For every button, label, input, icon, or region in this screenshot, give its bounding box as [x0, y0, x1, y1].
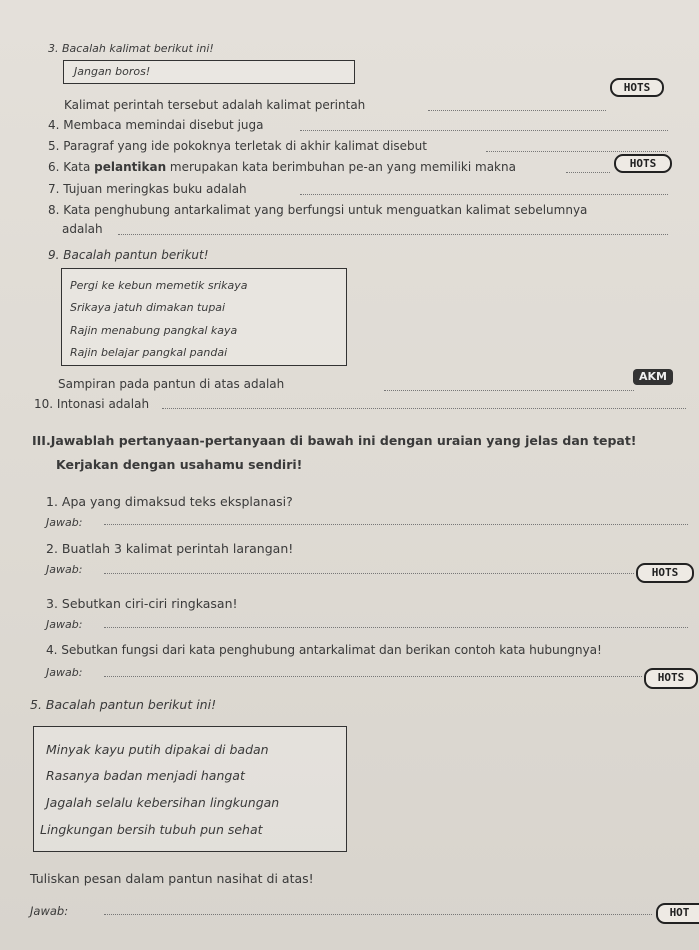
answer-line-s3-q2[interactable]: [104, 573, 634, 574]
s3-q4-jawab: Jawab:: [46, 666, 83, 679]
pantun1-line-4: Rajin belajar pangkal pandai: [70, 346, 228, 359]
q4-text: 4. Membaca memindai disebut juga: [48, 118, 264, 132]
q3-text: 3. Bacalah kalimat berikut ini!: [48, 42, 214, 55]
answer-line-q4[interactable]: [300, 130, 668, 131]
answer-line-q5[interactable]: [486, 151, 668, 152]
s3-q1-text: 1. Apa yang dimaksud teks eksplanasi?: [46, 494, 293, 509]
section3-title: III.Jawablah pertanyaan-pertanyaan di bawah ini dengan uraian yang jelas dan tepat!: [32, 433, 637, 448]
q6-part-a: 6. Kata: [48, 160, 95, 174]
s3-q3-text: 3. Sebutkan ciri-ciri ringkasan!: [46, 596, 238, 611]
s3-q1-jawab: Jawab:: [46, 516, 83, 529]
s3-q5-jawab: Jawab:: [30, 904, 69, 918]
answer-line-s3-q4[interactable]: [104, 676, 642, 677]
s3-q4-text: 4. Sebutkan fungsi dari kata penghubung antarkalimat dan berikan contoh kata hubungnya!: [46, 643, 602, 657]
hots-badge-5: HOT: [656, 903, 699, 924]
s3-q5-text: 5. Bacalah pantun berikut ini!: [30, 697, 217, 712]
answer-line-q10[interactable]: [162, 408, 686, 409]
pantun1-line-2: Srikaya jatuh dimakan tupai: [70, 301, 226, 314]
pantun2-box: [33, 726, 347, 852]
q3-box: [63, 60, 355, 84]
hots-badge-2: HOTS: [614, 154, 672, 173]
pantun2-line-4: Lingkungan bersih tubuh pun sehat: [40, 822, 263, 837]
answer-line-q8[interactable]: [118, 234, 668, 235]
s3-q2-text: 2. Buatlah 3 kalimat perintah larangan!: [46, 541, 294, 556]
hots-badge-3: HOTS: [636, 563, 694, 583]
answer-line-s3-q1[interactable]: [104, 524, 688, 525]
q5-text: 5. Paragraf yang ide pokoknya terletak di akhir kalimat disebut: [48, 139, 427, 153]
answer-line-s3-q5[interactable]: [104, 914, 652, 915]
q6-text: [48, 160, 516, 174]
q8-line1: 8. Kata penghubung antarkalimat yang berfungsi untuk menguatkan kalimat sebelumnya: [48, 203, 588, 217]
q9-text: 9. Bacalah pantun berikut!: [48, 248, 209, 262]
s3-q2-jawab: Jawab:: [46, 563, 83, 576]
q7-text: 7. Tujuan meringkas buku adalah: [48, 182, 247, 196]
answer-line-q9[interactable]: [384, 390, 634, 391]
pantun1-box: [61, 268, 347, 366]
q6-bold-word: pelantikan: [94, 160, 167, 174]
pantun1-line-1: Pergi ke kebun memetik srikaya: [70, 279, 248, 292]
section3-subtitle: Kerjakan dengan usahamu sendiri!: [56, 457, 303, 472]
q9-prompt: Sampiran pada pantun di atas adalah: [58, 377, 285, 391]
akm-badge: AKM: [633, 369, 673, 385]
q3-box-text: Jangan boros!: [74, 65, 151, 78]
answer-line-q6[interactable]: [566, 172, 610, 173]
pantun1-line-3: Rajin menabung pangkal kaya: [70, 324, 238, 337]
s3-q3-jawab: Jawab:: [46, 618, 83, 631]
answer-line-q3[interactable]: [428, 110, 606, 111]
s3-q5-prompt: Tuliskan pesan dalam pantun nasihat di atas!: [30, 871, 314, 886]
pantun2-line-1: Minyak kayu putih dipakai di badan: [46, 742, 269, 757]
q6-part-b: merupakan kata berimbuhan pe-an yang memiliki makna: [166, 160, 516, 174]
hots-badge-4: HOTS: [644, 668, 698, 689]
pantun2-line-2: Rasanya badan menjadi hangat: [46, 768, 245, 783]
answer-line-q7[interactable]: [300, 194, 668, 195]
q10-text: 10. Intonasi adalah: [34, 397, 150, 411]
q3-prompt: Kalimat perintah tersebut adalah kalimat perintah: [64, 98, 366, 112]
answer-line-s3-q3[interactable]: [104, 627, 688, 628]
pantun2-line-3: Jagalah selalu kebersihan lingkungan: [46, 795, 280, 810]
q8-line2: adalah: [62, 222, 103, 236]
hots-badge-1: HOTS: [610, 78, 664, 97]
